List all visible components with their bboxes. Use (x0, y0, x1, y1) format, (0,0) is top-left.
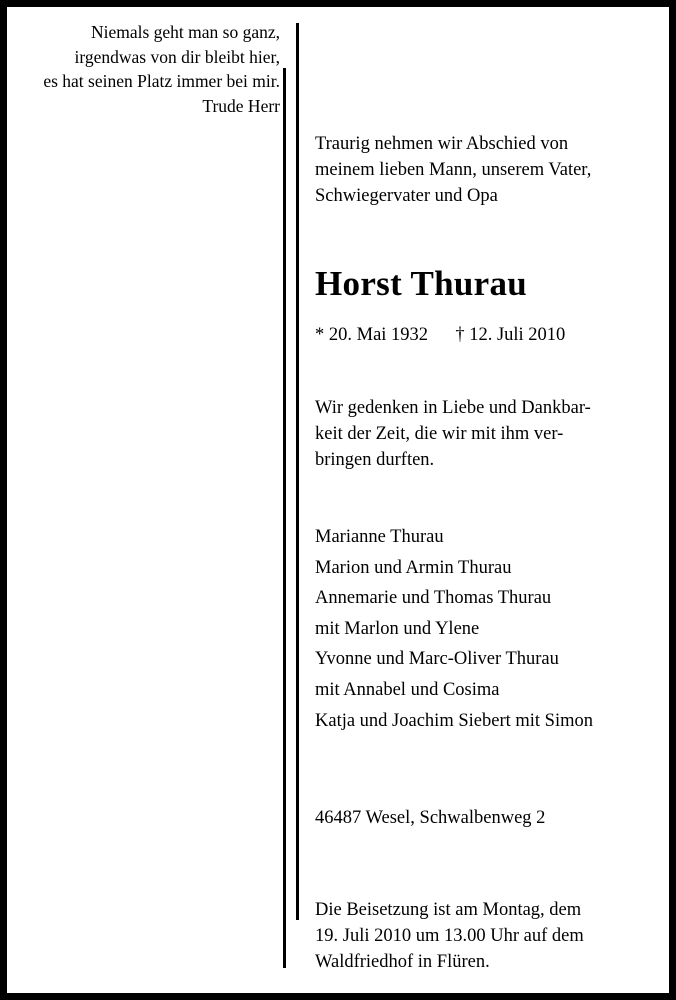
intro-line-3: Schwiegervater und Opa (315, 186, 498, 206)
list-item: Marion und Armin Thurau (315, 557, 512, 578)
family-address: 46487 Wesel, Schwalbenweg 2 (315, 808, 546, 828)
memorial-line-2: keit der Zeit, die wir mit ihm ver- (315, 424, 564, 444)
death-symbol: † (455, 325, 465, 345)
memorial-line-1: Wir gedenken in Liebe und Dankbar- (315, 398, 591, 418)
funeral-details (315, 897, 661, 975)
list-item: mit Annabel und Cosima (315, 679, 500, 700)
farewell-intro (315, 131, 661, 209)
birth-symbol: * (315, 325, 325, 345)
verse-line-2: irgendwas von dir bleibt hier, (74, 46, 280, 67)
funeral-line-2: 19. Juli 2010 um 13.00 Uhr auf dem (315, 926, 584, 946)
intro-line-2: meinem lieben Mann, unserem Vater, (315, 160, 592, 180)
list-item: Yvonne und Marc-Oliver Thurau (315, 649, 559, 670)
memorial-verse (14, 20, 280, 118)
verse-line-3: es hat seinen Platz immer bei mir. (43, 71, 280, 91)
death-date: 12. Juli 2010 (469, 325, 566, 345)
verse-author: Trude Herr (202, 95, 280, 116)
intro-line-1: Traurig nehmen wir Abschied von (315, 134, 569, 154)
funeral-line-3: Waldfriedhof in Flüren. (315, 952, 490, 972)
birth-date: 20. Mai 1932 (328, 325, 429, 345)
life-dates (315, 322, 661, 348)
list-item: Katja und Joachim Siebert mit Simon (315, 710, 593, 731)
memorial-line-3: bringen durften. (315, 450, 435, 470)
list-item: Annemarie und Thomas Thurau (315, 588, 552, 609)
vertical-divider-outer (283, 68, 286, 968)
list-item: mit Marlon und Ylene (315, 618, 480, 639)
deceased-name: Horst Thurau (315, 264, 528, 303)
funeral-line-1: Die Beisetzung ist am Montag, dem (315, 900, 582, 920)
vertical-divider-inner (296, 23, 299, 920)
list-item: Marianne Thurau (315, 527, 444, 547)
memorial-text (315, 395, 661, 473)
verse-line-1: Niemals geht man so ganz, (90, 22, 280, 42)
survivors-list (315, 522, 661, 736)
